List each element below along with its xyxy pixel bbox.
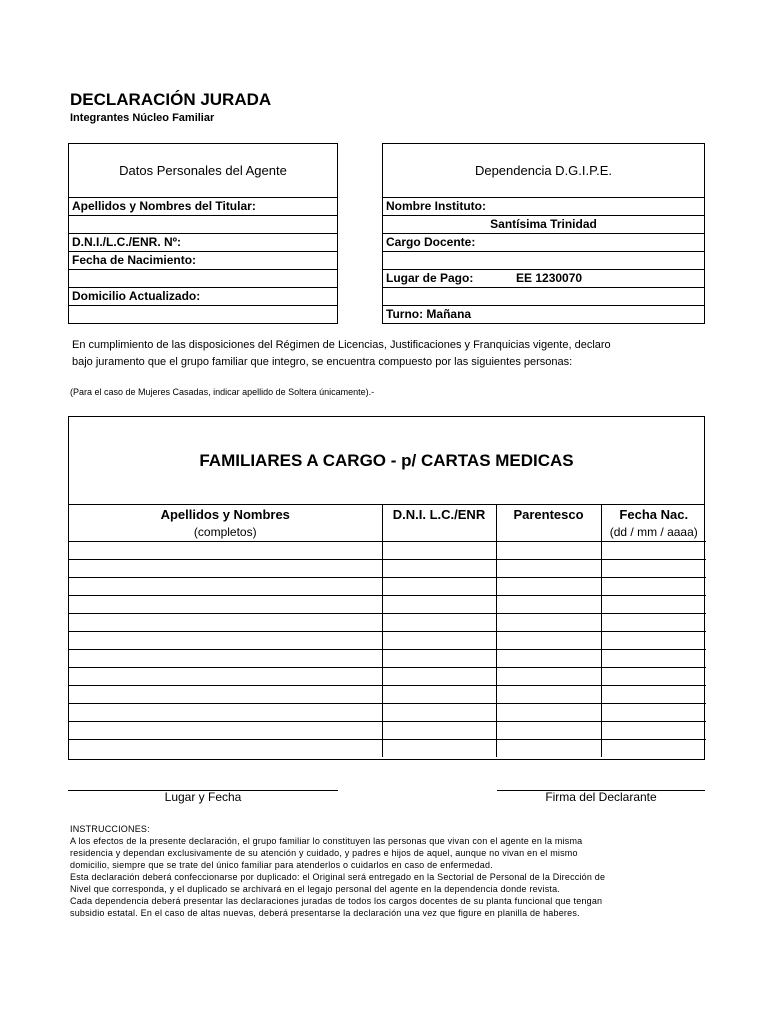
family-dni-cell[interactable]: [382, 685, 496, 703]
declaration-line-1: En cumplimiento de las disposiciones del Régimen de Licencias, Justificaciones y Franquicias vigente, declaro: [72, 339, 611, 351]
institute-label: Nombre Instituto:: [383, 198, 704, 216]
family-member-row: [69, 631, 706, 649]
family-relationship-cell[interactable]: [496, 649, 601, 667]
family-dni-cell[interactable]: [382, 703, 496, 721]
family-birth-date-cell[interactable]: [601, 739, 706, 757]
document-title: DECLARACIÓN JURADA: [70, 90, 272, 109]
family-members-title: FAMILIARES A CARGO - p/ CARTAS MEDICAS: [69, 417, 704, 505]
family-birth-date-cell[interactable]: [601, 721, 706, 739]
family-name-cell[interactable]: [69, 577, 382, 595]
family-dni-cell[interactable]: [382, 577, 496, 595]
family-relationship-cell[interactable]: [496, 631, 601, 649]
family-member-row: [69, 703, 706, 721]
family-relationship-cell[interactable]: [496, 595, 601, 613]
family-birth-date-cell[interactable]: [601, 631, 706, 649]
address-label: Domicilio Actualizado:: [69, 288, 337, 306]
column-header-birth-date: Fecha Nac.: [619, 506, 689, 522]
family-dni-cell[interactable]: [382, 721, 496, 739]
instruction-line: domicilio, siempre que se trate del único familiar para atenderlos o cuidarlos en caso de enfermedad.: [70, 860, 493, 870]
dependency-heading: Dependencia D.G.I.P.E.: [383, 144, 704, 198]
family-name-cell[interactable]: [69, 595, 382, 613]
family-relationship-cell[interactable]: [496, 667, 601, 685]
teaching-position-field[interactable]: [383, 252, 704, 270]
married-women-note: (Para el caso de Mujeres Casadas, indicar apellido de Soltera únicamente).-: [70, 387, 375, 397]
column-header-relationship: Parentesco: [496, 505, 601, 523]
address-field[interactable]: [69, 306, 337, 324]
teaching-position-label: Cargo Docente:: [383, 234, 704, 252]
family-birth-date-cell[interactable]: [601, 613, 706, 631]
family-member-row: [69, 613, 706, 631]
payment-place-row: [383, 270, 704, 288]
family-table-subheader-row: [69, 523, 706, 541]
family-relationship-cell[interactable]: [496, 739, 601, 757]
family-birth-date-cell[interactable]: [601, 577, 706, 595]
family-dni-cell[interactable]: [382, 739, 496, 757]
instructions-block: [70, 823, 710, 919]
column-subheader-dni: [382, 523, 496, 541]
family-birth-date-cell[interactable]: [601, 541, 706, 559]
family-birth-date-cell[interactable]: [601, 649, 706, 667]
declaration-line-2: bajo juramento que el grupo familiar que integro, se encuentra compuesto por las siguientes personas:: [72, 356, 573, 368]
column-subheader-relationship: [496, 523, 601, 541]
instruction-line: Cada dependencia deberá presentar las declaraciones juradas de todos los cargos docentes de su planta funcional que tengan: [70, 896, 603, 906]
birth-date-label: Fecha de Nacimiento:: [69, 252, 337, 270]
family-relationship-cell[interactable]: [496, 613, 601, 631]
family-member-row: [69, 649, 706, 667]
instruction-line: subsidio estatal. En el caso de altas nuevas, deberá presentarse la declaración una vez que figure en planilla de haberes.: [70, 908, 580, 918]
document-subtitle: Integrantes Núcleo Familiar: [70, 112, 215, 124]
family-relationship-cell[interactable]: [496, 703, 601, 721]
column-subheader-birth-date: (dd / mm / aaaa): [601, 523, 706, 541]
family-name-cell[interactable]: [69, 721, 382, 739]
family-birth-date-cell[interactable]: [601, 559, 706, 577]
family-name-cell[interactable]: [69, 667, 382, 685]
family-name-cell[interactable]: [69, 541, 382, 559]
family-member-row: [69, 577, 706, 595]
family-name-cell[interactable]: [69, 649, 382, 667]
payment-place-extra-field[interactable]: [383, 288, 704, 306]
family-member-row: [69, 721, 706, 739]
instruction-line: A los efectos de la presente declaración, el grupo familiar lo constituyen las personas que vivan con el agente en la misma: [70, 836, 583, 846]
personal-data-box: [68, 143, 338, 324]
instructions-heading: INSTRUCCIONES:: [70, 824, 150, 834]
instruction-line: Nivel que corresponda, y el duplicado se archivará en el legajo personal del agente en la dependencia donde revista.: [70, 884, 561, 894]
family-member-row: [69, 667, 706, 685]
payment-place-value[interactable]: EE 1230070: [516, 271, 583, 285]
signature-label: Firma del Declarante: [545, 790, 657, 804]
family-name-cell[interactable]: [69, 739, 382, 757]
shift-label: Turno: Mañana: [386, 307, 472, 321]
family-relationship-cell[interactable]: [496, 541, 601, 559]
family-name-cell[interactable]: [69, 685, 382, 703]
titular-name-field[interactable]: [69, 216, 337, 234]
family-birth-date-cell[interactable]: [601, 595, 706, 613]
family-dni-cell[interactable]: [382, 595, 496, 613]
family-member-row: [69, 739, 706, 757]
family-relationship-cell[interactable]: [496, 559, 601, 577]
personal-data-heading: Datos Personales del Agente: [69, 144, 337, 198]
family-birth-date-cell[interactable]: [601, 685, 706, 703]
family-member-row: [69, 559, 706, 577]
payment-place-label: Lugar de Pago:: [386, 271, 474, 285]
family-birth-date-cell[interactable]: [601, 667, 706, 685]
family-dni-cell[interactable]: [382, 613, 496, 631]
instruction-line: Esta declaración deberá confeccionarse por duplicado: el Original será entregado en la Sectorial de Personal de la Dirección de: [70, 872, 606, 882]
column-header-names: Apellidos y Nombres: [69, 505, 382, 523]
titular-name-label: Apellidos y Nombres del Titular:: [69, 198, 337, 216]
family-members-box: [68, 416, 705, 760]
family-members-table: [69, 505, 706, 757]
family-relationship-cell[interactable]: [496, 577, 601, 595]
place-date-label: Lugar y Fecha: [164, 790, 242, 804]
instruction-line: residencia y dependan exclusivamente de su atención y cuidado, y padres e hijos de aquel, aunque no vivan en el mismo: [70, 848, 578, 858]
family-relationship-cell[interactable]: [496, 685, 601, 703]
dependency-box: [382, 143, 705, 324]
family-name-cell[interactable]: [69, 703, 382, 721]
dni-label: D.N.I./L.C./ENR. Nº:: [69, 234, 337, 252]
family-dni-cell[interactable]: [382, 541, 496, 559]
family-birth-date-cell[interactable]: [601, 703, 706, 721]
family-name-cell[interactable]: [69, 613, 382, 631]
family-dni-cell[interactable]: [382, 667, 496, 685]
family-dni-cell[interactable]: [382, 631, 496, 649]
institute-value[interactable]: Santísima Trinidad: [383, 216, 704, 234]
column-subheader-names: (completos): [69, 523, 382, 541]
family-relationship-cell[interactable]: [496, 721, 601, 739]
family-dni-cell[interactable]: [382, 559, 496, 577]
family-table-header-row: [69, 505, 706, 523]
family-dni-cell[interactable]: [382, 649, 496, 667]
family-member-row: [69, 685, 706, 703]
family-name-cell[interactable]: [69, 631, 382, 649]
family-member-row: [69, 595, 706, 613]
column-header-dni: D.N.I. L.C./ENR: [382, 505, 496, 523]
birth-date-field[interactable]: [69, 270, 337, 288]
family-name-cell[interactable]: [69, 559, 382, 577]
family-member-row: [69, 541, 706, 559]
